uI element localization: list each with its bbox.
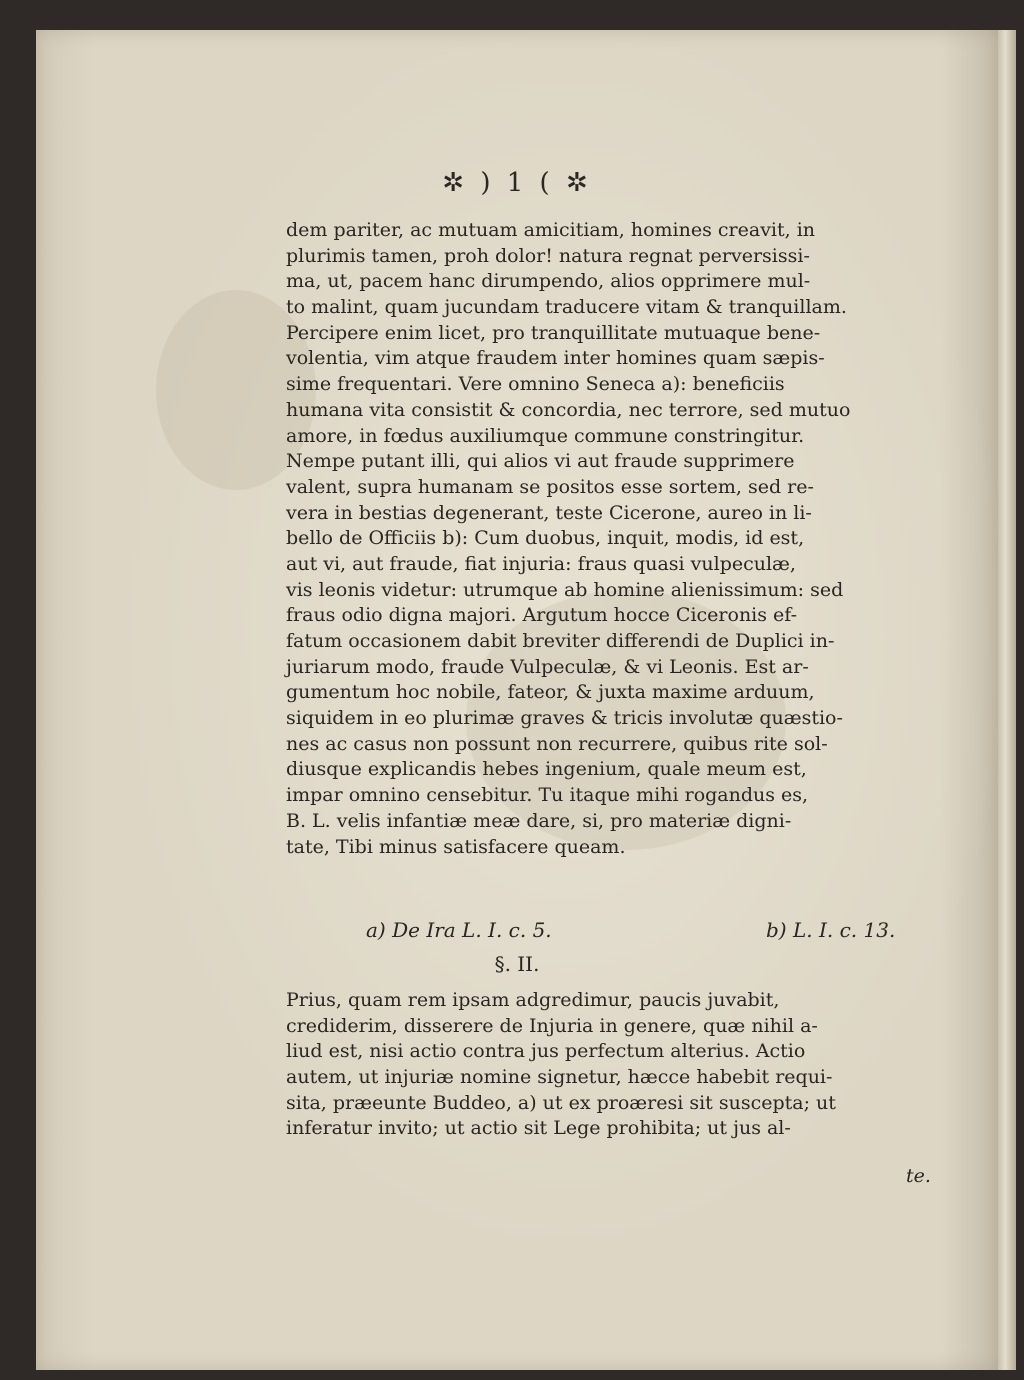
paragraph-line: fraus odio digna majori. Argutum hocce Ciceronis ef- <box>286 604 798 627</box>
footnote-b: b) L. I. c. 13. <box>766 918 896 942</box>
paragraph-line: fatum occasionem dabit breviter differendi de Duplici in- <box>286 630 835 652</box>
paragraph2-line: liud est, nisi actio contra jus perfectum alterius. Actio <box>286 1040 806 1063</box>
paragraph-line: humana vita consistit & concordia, nec terrore, sed mutuo <box>286 398 851 421</box>
footnote-a: a) De Ira L. I. c. 5. <box>366 918 552 942</box>
second-paragraph <box>286 988 996 1142</box>
catchword: te. <box>906 1165 931 1187</box>
paragraph2-line: crediderim, disserere de Injuria in genere, quæ nihil a- <box>286 1014 818 1037</box>
paragraph-line: Nempe putant illi, qui alios vi aut fraude supprimere <box>286 450 795 473</box>
paragraph2-line: sita, præeunte Buddeo, a) ut ex proæresi sit suscepta; ut <box>286 1091 836 1114</box>
paragraph-line: sime frequentari. Vere omnino Seneca a): beneficiis <box>286 373 785 396</box>
section-heading: §. II. <box>494 952 540 976</box>
paragraph-line: vera in bestias degenerant, teste Cicerone, aureo in li- <box>286 501 812 524</box>
paragraph-line: volentia, vim atque fraudem inter homines quam sæpis- <box>286 347 825 370</box>
paragraph-line: dem pariter, ac mutuam amicitiam, homines creavit, in <box>286 219 816 241</box>
paragraph-line: B. L. velis infantiæ meæ dare, si, pro materiæ digni- <box>286 809 792 832</box>
paragraph2-line: autem, ut injuriæ nomine signetur, hæcce habebit requi- <box>286 1066 833 1089</box>
paragraph-line: aut vi, aut fraude, fiat injuria: fraus quasi vulpeculæ, <box>286 552 796 575</box>
paragraph-line: amore, in fœdus auxiliumque commune constringitur. <box>286 424 805 447</box>
paragraph-line: vis leonis videtur: utrumque ab homine alienissimum: sed <box>286 578 844 601</box>
paragraph-line: tate, Tibi minus satisfacere queam. <box>286 835 626 858</box>
paragraph-line: siquidem in eo plurimæ graves & tricis involutæ quæstio- <box>286 707 843 730</box>
paragraph-line: juriarum modo, fraude Vulpeculæ, & vi Leonis. Est ar- <box>286 655 809 678</box>
paragraph-line: gumentum hoc nobile, fateor, & juxta maxime arduum, <box>286 681 815 704</box>
paragraph-line: valent, supra humanam se positos esse sortem, sed re- <box>286 475 814 498</box>
main-paragraph <box>286 218 996 860</box>
paragraph-line: diusque explicandis hebes ingenium, quale meum est, <box>286 758 807 781</box>
paragraph-line: bello de Officiis b): Cum duobus, inquit, modis, id est, <box>286 527 805 550</box>
next-page-edge <box>998 30 1016 1370</box>
paragraph2-line: inferatur invito; ut actio sit Lege prohibita; ut jus al- <box>286 1117 791 1140</box>
book-page <box>36 30 998 1370</box>
page-header: ✲ ) 1 ( ✲ <box>442 168 592 198</box>
paragraph-line: Percipere enim licet, pro tranquillitate mutuaque bene- <box>286 321 821 344</box>
paragraph-line: nes ac casus non possunt non recurrere, quibus rite sol- <box>286 732 828 755</box>
paragraph-line: to malint, quam jucundam traducere vitam & tranquillam. <box>286 296 847 319</box>
paragraph-line: impar omnino censebitur. Tu itaque mihi rogandus es, <box>286 784 809 807</box>
paragraph2-line: Prius, quam rem ipsam adgredimur, paucis juvabit, <box>286 989 780 1011</box>
paragraph-line: ma, ut, pacem hanc dirumpendo, alios opprimere mul- <box>286 270 811 293</box>
paragraph-line: plurimis tamen, proh dolor! natura regnat perversissi- <box>286 244 810 267</box>
